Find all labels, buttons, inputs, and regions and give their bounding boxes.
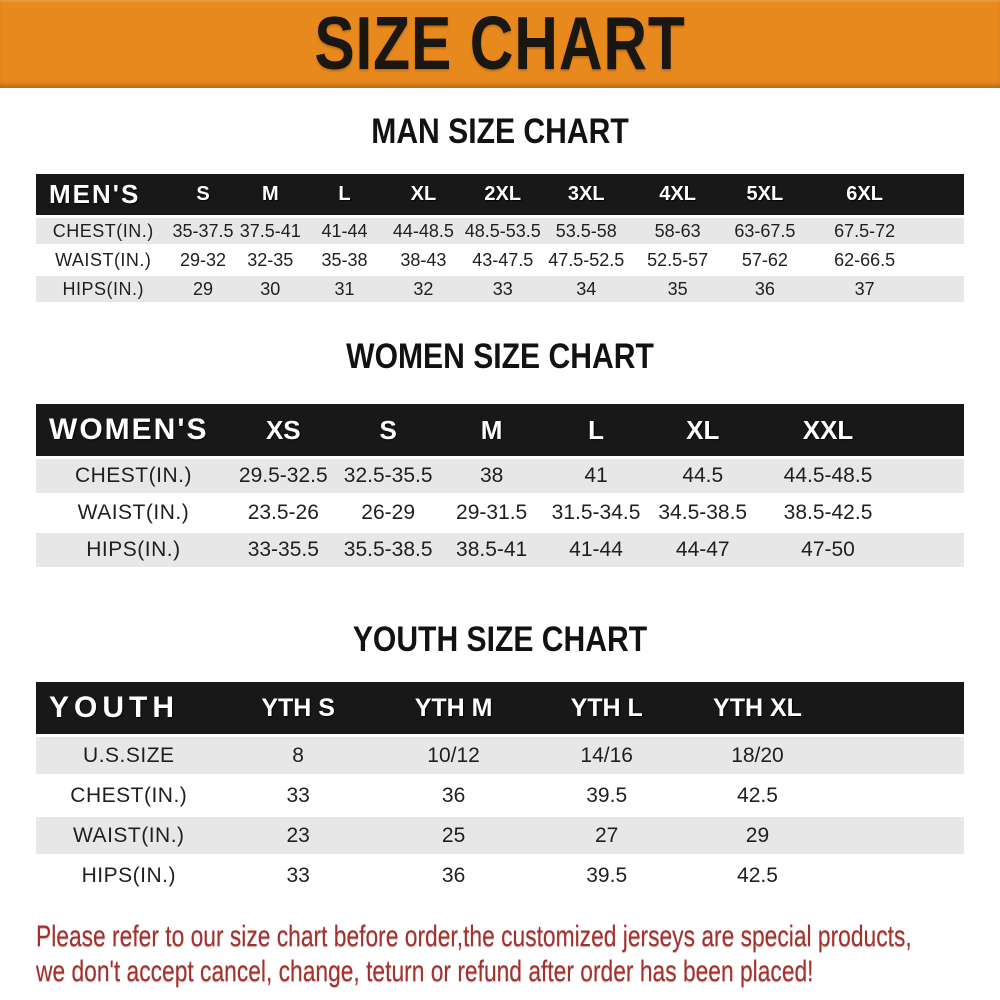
size-cell: 38.5-42.5 [783, 501, 873, 524]
row-label-waist-in: WAIST(IN.) [73, 823, 185, 847]
row-label-chest-in: CHEST(IN.) [52, 220, 154, 241]
column-header-2xl: 2XL [463, 174, 543, 217]
table-title-cell-women-s: WOMEN'S [36, 404, 231, 458]
section-heading-women: WOMEN SIZE CHART [346, 337, 654, 376]
table-row-chest-in [36, 217, 964, 246]
size-cell: 36 [441, 783, 466, 807]
banner-title: SIZE CHART [314, 2, 686, 86]
size-cell: 33 [492, 278, 513, 299]
table-row-waist-in [36, 246, 964, 275]
size-cell: 34 [576, 278, 597, 299]
spacer-cell [834, 856, 964, 896]
youth-size-table [36, 682, 964, 897]
column-header-3xl: 3XL [543, 174, 630, 217]
youth-size-chart-section [0, 622, 1000, 897]
size-cell: 27 [595, 823, 619, 847]
men-size-chart-section [0, 114, 1000, 305]
size-cell: 41-44 [321, 220, 368, 241]
size-cell: 32.5-35.5 [343, 464, 433, 487]
size-cell: 33 [286, 783, 310, 807]
row-label-chest-in: CHEST(IN.) [74, 464, 192, 487]
size-cell: 29-31.5 [456, 501, 528, 524]
spacer-cell [900, 404, 964, 458]
size-cell: 42.5 [737, 783, 778, 807]
column-header-xxl: XXL [756, 404, 900, 458]
column-header-xl: XL [649, 404, 756, 458]
column-header-6xl: 6XL [804, 174, 925, 217]
column-header-s: S [336, 404, 441, 458]
footer-note [0, 919, 1000, 989]
spacer-cell [900, 532, 964, 569]
size-cell: 35 [667, 278, 688, 299]
table-row-u-s-size [36, 736, 964, 776]
size-cell: 37 [854, 278, 875, 299]
column-header-m: M [441, 404, 543, 458]
size-cell: 14/16 [580, 743, 633, 767]
table-row-hips-in [36, 856, 964, 896]
row-label-hips-in: HIPS(IN.) [81, 863, 176, 887]
size-cell: 35-38 [321, 249, 368, 270]
size-cell: 38-43 [400, 249, 447, 270]
section-heading-youth: YOUTH SIZE CHART [352, 620, 648, 659]
spacer-cell [834, 736, 964, 776]
size-cell: 48.5-53.5 [464, 220, 541, 241]
size-cell: 23 [286, 823, 310, 847]
size-cell: 44-47 [675, 538, 730, 561]
column-header-m: M [236, 174, 306, 217]
size-cell: 29.5-32.5 [238, 464, 328, 487]
row-label-waist-in: WAIST(IN.) [55, 249, 152, 270]
size-tables-container [0, 114, 1000, 897]
column-header-s: S [171, 174, 236, 217]
size-cell: 29-32 [180, 249, 227, 270]
size-cell: 36 [441, 863, 466, 887]
size-cell: 37.5-41 [239, 220, 301, 241]
size-cell: 43-47.5 [472, 249, 534, 270]
size-cell: 23.5-26 [247, 501, 319, 524]
header-row [36, 404, 964, 458]
spacer-cell [925, 275, 964, 304]
size-cell: 44.5-48.5 [783, 464, 873, 487]
size-cell: 29 [745, 823, 770, 847]
size-cell: 33 [286, 863, 310, 887]
size-cell: 41-44 [569, 538, 623, 561]
size-cell: 39.5 [586, 863, 628, 887]
header-row [36, 682, 964, 736]
column-header-yth-m: YTH M [375, 682, 533, 736]
row-label-hips-in: HIPS(IN.) [62, 278, 145, 299]
size-cell: 47.5-52.5 [548, 249, 625, 270]
size-cell: 18/20 [731, 743, 784, 767]
size-cell: 31.5-34.5 [551, 501, 641, 524]
spacer-cell [834, 816, 964, 856]
spacer-cell [900, 495, 964, 532]
column-header-xs: XS [231, 404, 336, 458]
column-header-4xl: 4XL [630, 174, 726, 217]
spacer-cell [900, 458, 964, 495]
size-cell: 47-50 [801, 538, 855, 561]
size-cell: 38.5-41 [456, 538, 528, 561]
women-size-chart-section [0, 339, 1000, 570]
table-row-chest-in [36, 458, 964, 495]
size-cell: 52.5-57 [647, 249, 709, 270]
size-cell: 57-62 [741, 249, 788, 270]
size-cell: 41 [584, 464, 608, 487]
size-cell: 25 [441, 823, 466, 847]
size-cell: 44.5 [682, 464, 724, 487]
column-header-5xl: 5XL [725, 174, 804, 217]
banner [0, 0, 1000, 88]
table-row-waist-in [36, 495, 964, 532]
table-row-hips-in [36, 532, 964, 569]
note-line-2: we don't accept cancel, change, teturn or refund after order has been placed! [36, 955, 814, 988]
row-label-u-s-size: U.S.SIZE [83, 743, 175, 767]
table-row-chest-in [36, 776, 964, 816]
spacer-cell [834, 776, 964, 816]
size-cell: 31 [334, 278, 355, 299]
size-cell: 62-66.5 [834, 249, 896, 270]
size-cell: 38 [479, 464, 504, 487]
size-cell: 32-35 [247, 249, 294, 270]
size-cell: 8 [292, 743, 304, 767]
row-label-chest-in: CHEST(IN.) [70, 783, 188, 807]
size-cell: 26-29 [361, 501, 416, 524]
size-cell: 44-48.5 [392, 220, 454, 241]
spacer-cell [925, 217, 964, 246]
size-cell: 29 [193, 278, 214, 299]
header-row [36, 174, 964, 217]
size-cell: 39.5 [586, 783, 628, 807]
size-cell: 63-67.5 [734, 220, 796, 241]
size-cell: 32 [413, 278, 434, 299]
row-label-waist-in: WAIST(IN.) [77, 501, 190, 524]
spacer-cell [925, 174, 964, 217]
column-header-yth-xl: YTH XL [681, 682, 834, 736]
size-cell: 36 [754, 278, 775, 299]
size-cell: 53.5-58 [555, 220, 617, 241]
size-cell: 33-35.5 [247, 538, 319, 561]
row-label-hips-in: HIPS(IN.) [86, 538, 181, 561]
section-heading-men: MAN SIZE CHART [371, 112, 629, 151]
size-cell: 58-63 [654, 220, 701, 241]
size-cell: 10/12 [427, 743, 480, 767]
table-row-hips-in [36, 275, 964, 304]
table-row-waist-in [36, 816, 964, 856]
column-header-yth-s: YTH S [222, 682, 375, 736]
table-title-cell-men-s: MEN'S [36, 174, 171, 217]
size-cell: 67.5-72 [834, 220, 896, 241]
women-size-table [36, 404, 964, 570]
size-cell: 35.5-38.5 [343, 538, 433, 561]
men-size-table [36, 174, 964, 305]
size-cell: 42.5 [737, 863, 778, 887]
spacer-cell [925, 246, 964, 275]
column-header-yth-l: YTH L [532, 682, 680, 736]
size-cell: 30 [260, 278, 281, 299]
table-title-cell-youth: YOUTH [36, 682, 222, 736]
size-cell: 35-37.5 [172, 220, 234, 241]
column-header-xl: XL [384, 174, 463, 217]
column-header-l: L [543, 404, 650, 458]
column-header-l: L [305, 174, 384, 217]
size-cell: 34.5-38.5 [658, 501, 748, 524]
spacer-cell [834, 682, 964, 736]
note-line-1: Please refer to our size chart before order,the customized jerseys are special products, [36, 920, 912, 953]
